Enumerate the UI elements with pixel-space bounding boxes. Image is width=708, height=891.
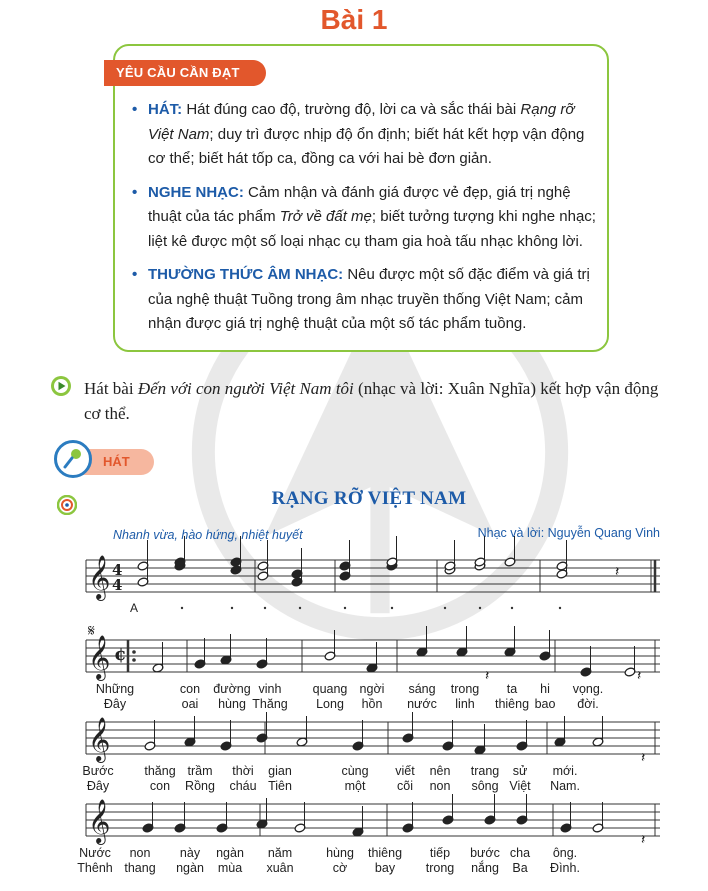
repeat-dot [132,650,136,654]
segno: 𝄋 [88,621,95,640]
lyric-word: nắng [471,861,499,875]
lyric-word: đường [213,682,251,696]
bullet-icon: • [132,183,138,201]
lyric-word: trang [470,764,500,778]
intro-dot [181,607,183,609]
lyric-word: sử [512,764,528,778]
intro-dot [444,607,446,609]
lyric-word: sáng [408,682,436,696]
lyric-word: nên [429,764,451,778]
lyric-word: vinh [258,682,282,696]
lyric-word: Long [316,697,344,711]
lyric-word: Nam. [550,779,580,793]
composer-credit: Nhạc và lời: Nguyễn Quang Vinh [477,526,660,540]
rest: 𝄽 [641,750,646,766]
lyric-word: ngàn [176,861,204,875]
lyric-word: Đây [103,697,127,711]
requirement-item-listening: • NGHE NHẠC: Cảm nhận và đánh giá được vẻ đẹp, giá trị nghệ thuật của tác phẩm Trở về đất mẹ; biết tưởng tượng khi nghe nhạc; liệt kê được một số loại nhạc cụ tham gia hoà tấu nhạc không lời. [136,181,598,255]
lyric-word: nước [407,697,437,711]
lyric-word: mới. [552,764,578,778]
lyric-word: ông. [552,846,578,860]
lyric-word: Việt [509,779,531,793]
lyric-word: sông [471,779,499,793]
repeat-dot [132,658,136,662]
lyric-word: trầm [187,764,213,778]
lyric-word: Đình. [550,861,580,875]
lyric-word: non [429,779,451,793]
lyric-word: cha [509,846,531,860]
lyric-word: vọng. [572,682,604,696]
lyric-word: trong [425,861,455,875]
lyric-word: Bước [82,764,114,778]
lyric-word: linh [455,697,475,711]
treble-clef: 𝄞 [88,555,111,599]
rest: 𝄽 [485,668,490,684]
tempo-marking: Nhanh vừa, hào hứng, nhiệt huyết [113,528,303,542]
lyric-word: xuân [266,861,294,875]
lyric-word: một [344,779,366,793]
lyric-word: oai [181,697,199,711]
rest: 𝄽 [615,564,620,580]
bullet-icon: • [132,266,138,283]
lesson-title: Bài 1 [320,4,388,35]
requirements-tag: YÊU CẦU CẦN ĐẠT [104,60,266,86]
lyric-word: non [129,846,151,860]
bullet-icon: • [132,101,138,118]
lyric-word: con [149,779,171,793]
intro-dot [299,607,301,609]
lyric-word: trong [450,682,480,696]
lyric-word: gian [268,764,292,778]
lyric-word: hồn [361,697,383,711]
intro-dot [344,607,346,609]
intro-dot [511,607,513,609]
lyric-word: cùng [341,764,369,778]
cut-time: ¢ [114,644,127,665]
rest: 𝄽 [641,832,646,848]
time-signature-bottom: 4 [112,576,123,594]
lyric-word: Thênh [77,861,113,875]
intro-dot [231,607,233,609]
lyric-word: cháu [229,779,257,793]
lyric-word: đời. [577,697,599,711]
lyric-word: Rồng [185,779,215,793]
lyric-word: bước [470,846,500,860]
treble-clef: 𝄞 [88,717,111,761]
lyric-word: Nước [79,846,111,860]
intro-dot [264,607,266,609]
lyric-word: thang [124,861,156,875]
lyric-word: quang [312,682,348,696]
lyric-word: năm [267,846,293,860]
lyric-word: Tiên [268,779,292,793]
lyric-word: bao [534,697,556,711]
lyric-word: bay [374,861,396,875]
lyric-word: viết [395,764,415,778]
section-label: HÁT [103,454,130,469]
lyric-word: ngời [359,682,385,696]
lyric-word: thăng [144,764,176,778]
intro-dot [559,607,561,609]
lyric-word: con [179,682,201,696]
lyric-word: Ba [512,861,528,875]
lyric-word: thời [232,764,254,778]
requirement-item-music-knowledge: • THƯỜNG THỨC ÂM NHẠC: Nêu được một số đặc điểm và giá trị của nghệ thuật Tuồng trong âm nhạc truyền thống Việt Nam; cảm nhận được giá trị nghệ thuật của một số tác phẩm tuồng. [136,263,598,337]
lyric-word: ta [506,682,518,696]
requirement-item-singing: • HÁT: Hát đúng cao độ, trường độ, lời ca và sắc thái bài Rạng rỡ Việt Nam; duy trì được nhịp độ ổn định; biết hát kết hợp vận động cơ thể; biết hát tốp ca, đồng ca với hai bè đơn giản. [136,98,598,172]
lyric-word: Những [95,682,135,696]
intro-marker: A [130,601,139,615]
lyric-word: thiêng [494,697,530,711]
lyric-word: Đây [86,779,110,793]
lyric-word: cõi [397,779,413,793]
lyric-word: hùng [218,697,246,711]
intro-dot [391,607,393,609]
rest: 𝄽 [637,668,642,684]
treble-clef: 𝄞 [88,635,111,679]
lyric-word: cờ [332,861,348,875]
lyric-word: này [179,846,201,860]
intro-dot [479,607,481,609]
lyric-word: hi [540,682,550,696]
lyric-word: hùng [326,846,354,860]
treble-clef: 𝄞 [88,799,111,843]
lyric-word: thiêng [367,846,403,860]
intro-paragraph: Hát bài Đến với con người Việt Nam tôi (nhạc và lời: Xuân Nghĩa) kết hợp vận động cơ thể. [84,379,659,423]
lyric-word: ngàn [216,846,244,860]
time-signature-top: 4 [112,561,123,579]
lyric-word: Thăng [252,697,288,711]
lyric-word: tiếp [429,846,451,860]
lyric-word: mùa [217,861,243,875]
song-title: RẠNG RỠ VIỆT NAM [271,488,467,509]
